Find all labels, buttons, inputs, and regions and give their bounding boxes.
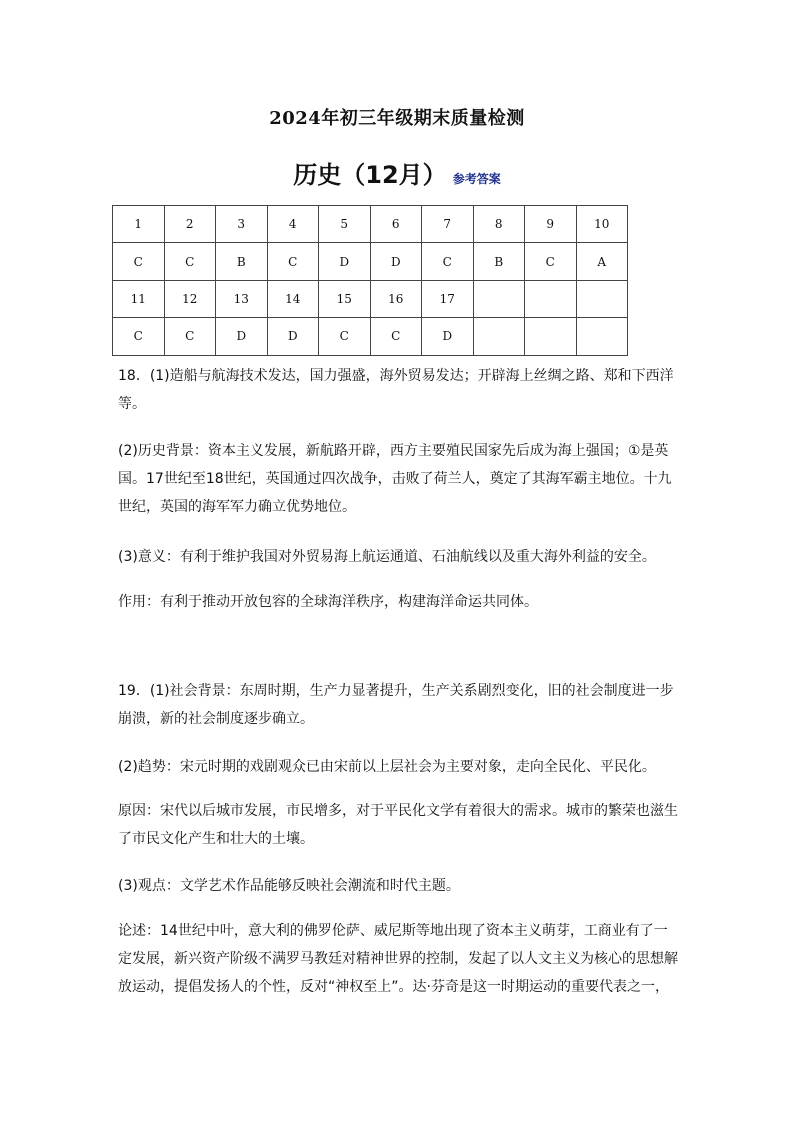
table-cell: D (319, 243, 371, 280)
table-cell (576, 318, 628, 355)
table-cell: 10 (576, 206, 628, 243)
table-cell: 12 (164, 280, 216, 317)
table-cell: 3 (216, 206, 268, 243)
table-cell: 7 (422, 206, 474, 243)
table-cell: C (370, 318, 422, 355)
table-cell: D (267, 318, 319, 355)
table-cell: 13 (216, 280, 268, 317)
answer-18-part-2: (2)历史背景：资本主义发展，新航路开辟，西方主要殖民国家先后成为海上强国；①是英国。17世纪至18世纪，英国通过四次战争，击败了荷兰人，奠定了其海军霸主地位。十九世纪，英国的海军军力确立优势地位。 (118, 443, 672, 515)
answer-19-part-4: (3)观点：文学艺术作品能够反映社会潮流和时代主题。 (118, 878, 460, 894)
table-cell: 4 (267, 206, 319, 243)
table-row (113, 206, 628, 243)
table-cell (473, 318, 525, 355)
table-cell: 14 (267, 280, 319, 317)
table-cell (473, 280, 525, 317)
table-cell: C (319, 318, 371, 355)
table-cell: C (525, 243, 577, 280)
answer-19-part-1: 19．(1)社会背景：东周时期，生产力显著提升，生产关系剧烈变化，旧的社会制度进一步崩溃，新的社会制度逐步确立。 (118, 683, 674, 727)
table-cell: 6 (370, 206, 422, 243)
table-cell: 2 (164, 206, 216, 243)
answer-key-tag: 参考答案 (452, 172, 501, 186)
table-cell: D (422, 318, 474, 355)
answer-table (112, 205, 628, 356)
table-row (113, 280, 628, 317)
table-cell: 1 (113, 206, 165, 243)
table-cell: 17 (422, 280, 474, 317)
table-cell: C (113, 243, 165, 280)
table-cell (525, 318, 577, 355)
table-cell: 5 (319, 206, 371, 243)
subject-heading (0, 155, 794, 190)
table-cell: C (164, 318, 216, 355)
answer-18-part-3: (3)意义：有利于维护我国对外贸易海上航运通道、石油航线以及重大海外利益的安全。 (118, 549, 656, 565)
table-cell: C (422, 243, 474, 280)
table-cell: 15 (319, 280, 371, 317)
answer-19-part-3: 原因：宋代以后城市发展，市民增多，对于平民化文学有着很大的需求。城市的繁荣也滋生了市民文化产生和壮大的土壤。 (118, 803, 678, 847)
table-cell: C (267, 243, 319, 280)
table-cell: 11 (113, 280, 165, 317)
table-cell: C (164, 243, 216, 280)
answer-18-part-4: 作用：有利于推动开放包容的全球海洋秩序，构建海洋命运共同体。 (118, 594, 538, 610)
answer-19-part-2: (2)趋势：宋元时期的戏剧观众已由宋前以上层社会为主要对象，走向全民化、平民化。 (118, 759, 656, 775)
answer-19-part-5: 论述：14世纪中叶，意大利的佛罗伦萨、威尼斯等地出现了资本主义萌芽，工商业有了一定发展，新兴资产阶级不满罗马教廷对精神世界的控制，发起了以人文主义为核心的思想解放运动，提倡发扬人的个性，反对“神权至上”。达·芬奇是这一时期运动的重要代表之一， (118, 923, 678, 995)
table-cell: D (370, 243, 422, 280)
table-cell: 9 (525, 206, 577, 243)
table-cell: 16 (370, 280, 422, 317)
table-cell: A (576, 243, 628, 280)
table-cell (525, 280, 577, 317)
table-cell: B (473, 243, 525, 280)
document-title: 2024年初三年级期末质量检测 (269, 108, 525, 129)
table-row (113, 243, 628, 280)
table-cell: 8 (473, 206, 525, 243)
table-cell: C (113, 318, 165, 355)
table-cell: D (216, 318, 268, 355)
table-cell: B (216, 243, 268, 280)
subject-title: 历史（12月） (293, 161, 447, 189)
table-cell (576, 280, 628, 317)
answer-18-part-1: 18．(1)造船与航海技术发达，国力强盛，海外贸易发达；开辟海上丝绸之路、郑和下西洋等。 (118, 368, 674, 412)
table-row (113, 318, 628, 355)
